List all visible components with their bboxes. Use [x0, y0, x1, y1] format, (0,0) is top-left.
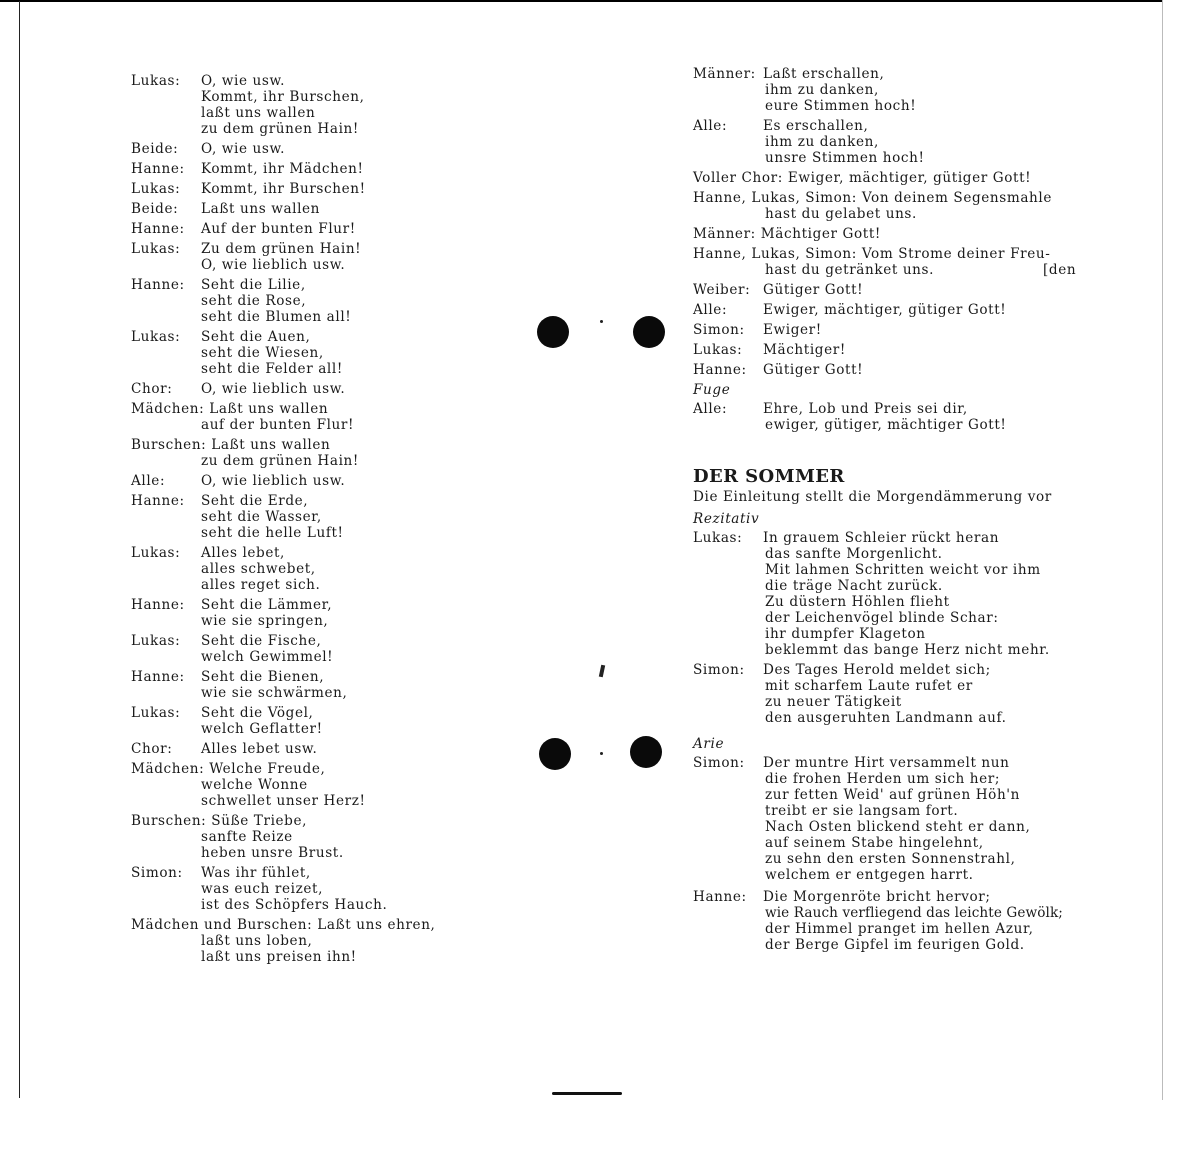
lyric-text: was euch reizet,	[201, 881, 324, 897]
lyric-text: ihm zu danken,	[765, 134, 879, 150]
lyric-text: ihm zu danken,	[765, 82, 879, 98]
lyric-text: auf seinem Stabe hingelehnt,	[765, 835, 984, 851]
lyric-text: wie sie springen,	[201, 613, 329, 629]
libretto-line	[131, 705, 461, 721]
lyric-text: welchem er entgegen harrt.	[765, 867, 974, 883]
libretto-entry	[131, 917, 461, 965]
libretto-entry	[131, 669, 461, 701]
speaker-label: Weiber:	[693, 282, 751, 298]
libretto-entry	[131, 401, 461, 433]
lyric-text: zu dem grünen Hain!	[201, 453, 359, 469]
lyric-text: Kommt, ihr Burschen,	[201, 89, 365, 105]
libretto-entry	[131, 705, 461, 737]
libretto-line	[693, 282, 1093, 298]
lyric-text: Laßt erschallen,	[763, 66, 885, 82]
libretto-entry	[131, 761, 461, 809]
lyric-text: Süße Triebe,	[211, 813, 308, 829]
lyric-text: laßt uns preisen ihn!	[201, 949, 357, 965]
lyric-text: Seht die Auen,	[201, 329, 311, 345]
lyric-text: Seht die Lilie,	[201, 277, 306, 293]
speaker-label: Hanne:	[131, 221, 185, 237]
libretto-line	[693, 118, 1093, 134]
binder-hole	[539, 738, 571, 770]
lyric-text: hast du getränket uns.	[765, 262, 935, 278]
speaker-label: Alle:	[693, 401, 728, 417]
lyric-text: Laßt uns wallen	[201, 201, 321, 217]
lyric-text: die träge Nacht zurück.	[765, 578, 943, 594]
speaker-label: Alle:	[131, 473, 166, 489]
libretto-entry	[131, 221, 461, 237]
libretto-entry	[131, 633, 461, 665]
speaker-label: Lukas:	[693, 342, 743, 358]
lyric-text: Vom Strome deiner Freu-	[861, 246, 1051, 262]
lyric-text: O, wie lieblich usw.	[201, 381, 346, 397]
libretto-entry	[131, 329, 461, 377]
speaker-label: Mädchen:	[131, 401, 205, 417]
speaker-label: Lukas:	[131, 705, 181, 721]
scan-smudge	[599, 665, 605, 678]
lyric-text: das sanfte Morgenlicht.	[765, 546, 943, 562]
lyric-text: In grauem Schleier rückt heran	[763, 530, 1000, 546]
lyric-text: Mächtiger!	[763, 342, 846, 358]
binder-hole	[537, 316, 569, 348]
libretto-line	[131, 329, 461, 345]
lyric-text: ihr dumpfer Klageton	[765, 626, 926, 642]
top-border-line	[0, 0, 1163, 2]
libretto-line	[693, 190, 1093, 206]
libretto-line	[693, 755, 1093, 771]
lyric-text: unsre Stimmen hoch!	[765, 150, 925, 166]
libretto-line	[131, 201, 461, 217]
libretto-line	[131, 141, 461, 157]
speaker-label: Hanne:	[131, 597, 185, 613]
lyric-text: mit scharfem Laute rufet er	[765, 678, 973, 694]
lyric-text: Mit lahmen Schritten weicht vor ihm	[765, 562, 1041, 578]
libretto-line	[131, 597, 461, 613]
libretto-line	[131, 545, 461, 561]
speaker-label: Alle:	[693, 118, 728, 134]
speaker-label: Burschen:	[131, 437, 207, 453]
libretto-line	[131, 381, 461, 397]
libretto-line	[693, 401, 1093, 417]
libretto-line	[131, 633, 461, 649]
libretto-line	[131, 813, 461, 829]
libretto-line	[131, 761, 461, 777]
lyric-text: alles schwebet,	[201, 561, 316, 577]
speaker-label: Hanne:	[131, 669, 185, 685]
lyric-text: ewiger, gütiger, mächtiger Gott!	[765, 417, 1007, 433]
lyric-text: Laßt uns wallen	[211, 437, 331, 453]
speaker-label: Lukas:	[131, 73, 181, 89]
libretto-entry	[131, 437, 461, 469]
lyric-text: Kommt, ihr Mädchen!	[201, 161, 364, 177]
lyric-text: Zu dem grünen Hain!	[201, 241, 362, 257]
lyric-text: wie sie schwärmen,	[201, 685, 348, 701]
lyric-text: Seht die Erde,	[201, 493, 309, 509]
lyric-text: Was ihr fühlet,	[201, 865, 311, 881]
libretto-entry	[131, 473, 461, 489]
lyric-text: alles reget sich.	[201, 577, 321, 593]
lyric-text: hast du gelabet uns.	[765, 206, 917, 222]
lyric-text: der Berge Gipfel im feurigen Gold.	[765, 937, 1025, 953]
libretto-entry	[693, 755, 1093, 883]
binder-hole	[633, 316, 665, 348]
libretto-line	[693, 662, 1093, 678]
libretto-line	[693, 342, 1093, 358]
libretto-entry	[693, 66, 1093, 114]
libretto-line	[131, 161, 461, 177]
lyric-text: welch Gewimmel!	[201, 649, 334, 665]
libretto-entry	[131, 493, 461, 541]
lyric-text: welch Geflatter!	[201, 721, 323, 737]
libretto-entry	[693, 302, 1093, 318]
lyric-text: Nach Osten blickend steht er dann,	[765, 819, 1031, 835]
lyric-text: Laßt uns ehren,	[317, 917, 436, 933]
lyric-text: der Himmel pranget im hellen Azur,	[765, 921, 1034, 937]
scan-speck	[600, 752, 603, 755]
lyric-text: treibt er sie langsam fort.	[765, 803, 959, 819]
libretto-line	[131, 277, 461, 293]
lyric-text: Seht die Vögel,	[201, 705, 314, 721]
libretto-entry	[131, 73, 461, 137]
speaker-label: Hanne, Lukas, Simon:	[693, 246, 857, 262]
lyric-text: der Leichenvögel blinde Schar:	[765, 610, 999, 626]
binder-hole	[630, 736, 662, 768]
libretto-line	[693, 362, 1093, 378]
lyric-text: Ewiger, mächtiger, gütiger Gott!	[763, 302, 1007, 318]
libretto-entry	[693, 662, 1093, 726]
libretto-line	[131, 865, 461, 881]
libretto-entry	[131, 741, 461, 757]
libretto-entry	[131, 181, 461, 197]
libretto-line	[693, 66, 1093, 82]
lyric-text: Alles lebet usw.	[201, 741, 318, 757]
speaker-label: Männer:	[693, 226, 756, 242]
lyric-text: Ewiger!	[763, 322, 822, 338]
lyric-text: zu neuer Tätigkeit	[765, 694, 902, 710]
speaker-label: Voller Chor:	[693, 170, 783, 186]
speaker-label: Simon:	[693, 322, 745, 338]
libretto-entry	[131, 201, 461, 217]
lyric-text: Gütiger Gott!	[763, 362, 864, 378]
libretto-entry	[693, 530, 1093, 658]
lyric-text: seht die Wiesen,	[201, 345, 324, 361]
libretto-entry	[131, 241, 461, 273]
libretto-line	[131, 493, 461, 509]
speaker-label: Beide:	[131, 201, 179, 217]
speaker-label: Hanne:	[693, 362, 747, 378]
speaker-label: Burschen:	[131, 813, 207, 829]
lyric-text: Der muntre Hirt versammelt nun	[763, 755, 1010, 771]
libretto-entry	[693, 401, 1093, 433]
libretto-entry	[693, 362, 1093, 378]
lyric-text: zu dem grünen Hain!	[201, 121, 359, 137]
libretto-entry	[693, 322, 1093, 338]
libretto-entry	[131, 597, 461, 629]
speaker-label: Mädchen und Burschen:	[131, 917, 313, 933]
lyric-text: seht die Wasser,	[201, 509, 322, 525]
lyric-text: Ehre, Lob und Preis sei dir,	[763, 401, 968, 417]
lyric-text: welche Wonne	[201, 777, 308, 793]
lyric-text: Es erschallen,	[763, 118, 869, 134]
right-margin-line	[1162, 0, 1163, 1100]
speaker-label: Lukas:	[131, 329, 181, 345]
speaker-label: Chor:	[131, 381, 173, 397]
lyric-text: den ausgeruhten Landmann auf.	[765, 710, 1007, 726]
libretto-entry	[693, 226, 1093, 242]
speaker-label: Lukas:	[693, 530, 743, 546]
libretto-entry	[693, 889, 1093, 953]
lyric-text: Seht die Fische,	[201, 633, 322, 649]
libretto-line	[131, 669, 461, 685]
libretto-line	[693, 302, 1093, 318]
libretto-line	[131, 437, 461, 453]
movement-label-arie: Arie	[693, 736, 725, 752]
speaker-label: Hanne, Lukas, Simon:	[693, 190, 857, 206]
libretto-line	[693, 246, 1093, 262]
movement-label-fuge: Fuge	[693, 382, 731, 398]
lyric-text: sanfte Reize	[201, 829, 293, 845]
lyric-text: O, wie lieblich usw.	[201, 473, 346, 489]
lyric-text: Ewiger, mächtiger, gütiger Gott!	[787, 170, 1032, 186]
libretto-line	[693, 322, 1093, 338]
libretto-line	[131, 401, 461, 417]
lyric-text: seht die helle Luft!	[201, 525, 344, 541]
lyric-text: schwellet unser Herz!	[201, 793, 366, 809]
speaker-label: Hanne:	[131, 277, 185, 293]
lyric-text: Seht die Bienen,	[201, 669, 325, 685]
libretto-line	[131, 221, 461, 237]
libretto-entry	[131, 545, 461, 593]
speaker-label: Lukas:	[131, 633, 181, 649]
lyric-text: eure Stimmen hoch!	[765, 98, 917, 114]
lyric-text: Die Morgenröte bricht hervor;	[763, 889, 991, 905]
speaker-label: Simon:	[693, 755, 745, 771]
lyric-text: Welche Freude,	[209, 761, 326, 777]
speaker-label: Beide:	[131, 141, 179, 157]
speaker-label: Lukas:	[131, 241, 181, 257]
speaker-label: Lukas:	[131, 545, 181, 561]
lyric-text: seht die Rose,	[201, 293, 307, 309]
lyric-text: Kommt, ihr Burschen!	[201, 181, 366, 197]
lyric-text: die frohen Herden um sich her;	[765, 771, 1001, 787]
movement-label-rezitativ: Rezitativ	[693, 511, 760, 527]
lyric-text: Des Tages Herold meldet sich;	[763, 662, 991, 678]
scan-speck	[600, 320, 603, 323]
lyric-text: Zu düstern Höhlen flieht	[765, 594, 950, 610]
lyric-text: seht die Blumen all!	[201, 309, 352, 325]
libretto-entry	[693, 246, 1093, 278]
lyric-text: Laßt uns wallen	[209, 401, 329, 417]
lyric-text: zur fetten Weid' auf grünen Höh'n	[765, 787, 1021, 803]
speaker-label: Lukas:	[131, 181, 181, 197]
libretto-line	[131, 241, 461, 257]
libretto-entry	[131, 865, 461, 913]
lyric-text: Von deinem Segensmahle	[861, 190, 1053, 206]
lyric-text: zu sehn den ersten Sonnenstrahl,	[765, 851, 1016, 867]
speaker-label: Chor:	[131, 741, 173, 757]
lyric-text: O, wie lieblich usw.	[201, 257, 346, 273]
speaker-label: Mädchen:	[131, 761, 205, 777]
libretto-entry	[131, 277, 461, 325]
speaker-label: Hanne:	[131, 161, 185, 177]
lyric-text: O, wie usw.	[201, 141, 286, 157]
section-intro: Die Einleitung stellt die Morgendämmerung vor	[693, 489, 1052, 505]
lyric-text: laßt uns loben,	[201, 933, 313, 949]
libretto-line	[131, 73, 461, 89]
libretto-line	[131, 741, 461, 757]
left-margin-line	[19, 1, 20, 1098]
lyric-text: laßt uns wallen	[201, 105, 316, 121]
speaker-label: Simon:	[131, 865, 183, 881]
lyric-text: ist des Schöpfers Hauch.	[201, 897, 388, 913]
libretto-line	[131, 181, 461, 197]
libretto-line	[693, 889, 1093, 905]
libretto-line	[693, 170, 1093, 186]
libretto-line	[693, 530, 1093, 546]
lyric-text: auf der bunten Flur!	[201, 417, 355, 433]
libretto-line	[131, 473, 461, 489]
libretto-entry	[131, 381, 461, 397]
lyric-text: seht die Felder all!	[201, 361, 343, 377]
libretto-entry	[693, 282, 1093, 298]
speaker-label: Männer:	[693, 66, 756, 82]
left-column	[131, 73, 461, 969]
lyric-text: wie Rauch verfliegend das leichte Gewölk;	[765, 905, 1063, 921]
lyric-text: Seht die Lämmer,	[201, 597, 333, 613]
section-title: DER SOMMER	[693, 466, 845, 487]
speaker-label: Hanne:	[131, 493, 185, 509]
speaker-label: Alle:	[693, 302, 728, 318]
lyric-text: Mächtiger Gott!	[760, 226, 881, 242]
libretto-entry	[693, 170, 1093, 186]
speaker-label: Simon:	[693, 662, 745, 678]
libretto-entry	[693, 190, 1093, 222]
libretto-entry	[693, 118, 1093, 166]
speaker-label: Hanne:	[693, 889, 747, 905]
libretto-entry	[131, 141, 461, 157]
lyric-text: heben unsre Brust.	[201, 845, 344, 861]
right-column	[693, 66, 1093, 957]
libretto-entry	[693, 342, 1093, 358]
hyphenation-tail: [den	[1043, 262, 1077, 278]
lyric-text: Alles lebet,	[201, 545, 285, 561]
libretto-entry	[131, 813, 461, 861]
lyric-text: Gütiger Gott!	[763, 282, 864, 298]
libretto-entry	[131, 161, 461, 177]
libretto-line	[693, 226, 1093, 242]
bottom-scan-mark	[552, 1092, 622, 1095]
lyric-text: Auf der bunten Flur!	[201, 221, 356, 237]
lyric-text: beklemmt das bange Herz nicht mehr.	[765, 642, 1050, 658]
lyric-text: O, wie usw.	[201, 73, 286, 89]
libretto-line	[131, 917, 461, 933]
